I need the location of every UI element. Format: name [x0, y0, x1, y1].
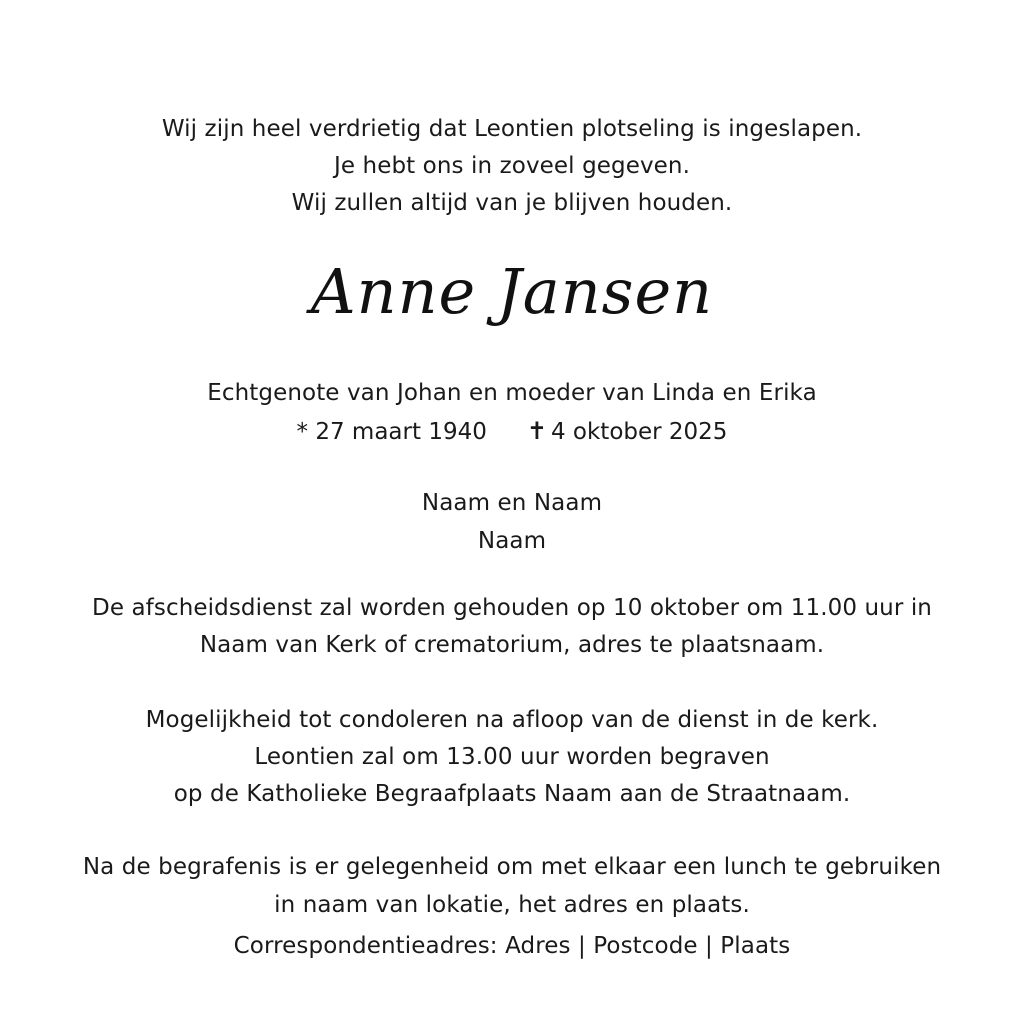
intro-line-1: Wij zijn heel verdrietig dat Leontien plotseling is ingeslapen.: [161, 116, 863, 142]
relation-line: Echtgenote van Johan en moeder van Linda en Erika: [207, 380, 817, 406]
correspondence-line: Correspondentieadres: Adres | Postcode | Plaats: [233, 933, 791, 959]
condolence-line-2: Leontien zal om 13.00 uur worden begraven: [254, 744, 770, 770]
lunch-line-2: in naam van lokatie, het adres en plaats.: [274, 892, 750, 918]
service-line-1: De afscheidsdienst zal worden gehouden op 10 oktober om 11.00 uur in: [92, 595, 932, 621]
service-line-2: Naam van Kerk of crematorium, adres te plaatsnaam.: [199, 632, 825, 658]
deceased-name: Anne Jansen: [310, 255, 714, 328]
intro-line-3: Wij zullen altijd van je blijven houden.: [291, 190, 733, 216]
family-line-2: Naam: [477, 528, 547, 554]
condolence-line-3: op de Katholieke Begraafplaats Naam aan de Straatnaam.: [173, 781, 851, 807]
intro-line-2: Je hebt ons in zoveel gegeven.: [333, 153, 691, 179]
cross-icon: ✝: [526, 417, 547, 445]
dates-line: [0, 416, 1024, 447]
birth-date: * 27 maart 1940: [296, 419, 487, 445]
lunch-line-1: Na de begrafenis is er gelegenheid om met elkaar een lunch te gebruiken: [82, 854, 942, 880]
death-date: 4 oktober 2025: [550, 419, 728, 445]
condolence-line-1: Mogelijkheid tot condoleren na afloop van de dienst in de kerk.: [145, 707, 879, 733]
family-line-1: Naam en Naam: [421, 490, 603, 516]
